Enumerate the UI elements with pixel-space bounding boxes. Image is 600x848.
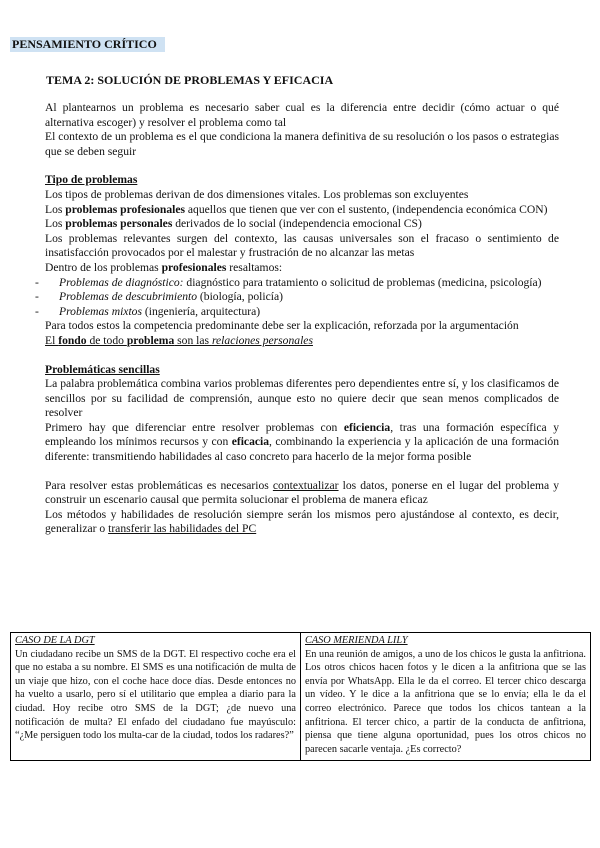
document-body xyxy=(45,101,559,537)
paragraph: La palabra problemática combina varios problemas diferentes pero dependientes entre sí, y los clasificamos de sencillos por su facilidad de comprensión, aunque esto no quiere decir que sean menos complicados de resolver xyxy=(45,377,559,420)
topic-title: TEMA 2: SOLUCIÓN DE PROBLEMAS Y EFICACIA xyxy=(46,73,334,87)
list-item: - Problemas mixtos (ingeniería, arquitectura) xyxy=(45,305,559,320)
case-title: CASO MERIENDA LILY xyxy=(305,635,408,646)
paragraph: El fondo de todo problema son las relaciones personales xyxy=(45,333,313,347)
paragraph: Los problemas relevantes surgen del contexto, las causas universales son el fracaso o sentimiento de insatisfacción provocados por el malestar y frustración de no alcanzar las metas xyxy=(45,231,559,260)
cases-table xyxy=(10,632,591,761)
section-heading-sencillas: Problemáticas sencillas xyxy=(45,362,160,376)
case-cell-lily xyxy=(301,633,591,761)
paragraph: Los tipos de problemas derivan de dos dimensiones vitales. Los problemas son excluyentes xyxy=(45,187,469,201)
case-title: CASO DE LA DGT xyxy=(15,635,95,646)
paragraph: Dentro de los problemas profesionales resaltamos: xyxy=(45,260,283,274)
paragraph: Primero hay que diferenciar entre resolver problemas con eficiencia, tras una formación específica y empleando los mínimos recursos y con eficacia, combinando la experiencia y la aplicación de una formación diferente: transmitiendo habilidades al caso concreto para hacerlo de la mejor forma posible xyxy=(45,420,559,464)
case-text: Un ciudadano recibe un SMS de la DGT. El respectivo coche era el que no estaba a su nombre. El SMS es una notificación de multa de un viaje que hizo, con el coche hace doce días. Desde entonces no ha vuelto a usarlo, pero sí el utilitario que emplea a diario para la ciudad. Hoy recibe otro SMS de la DGT; ¿de nuevo una notificación de multa? El enfado del ciudadano fue mayúsculo: “¿Me persiguen todo los multa-car de la ciudad, todos los radares?” xyxy=(15,648,296,742)
section-heading-tipos: Tipo de problemas xyxy=(45,173,138,187)
list-item: - Problemas de diagnóstico: diagnóstico para tratamiento o solicitud de problemas (medicina, psicología) xyxy=(45,276,559,291)
paragraph: Los problemas profesionales aquellos que tienen que ver con el sustento, (independencia económica CON) xyxy=(45,202,548,216)
case-cell-dgt xyxy=(11,633,301,761)
problem-types-list xyxy=(45,276,559,320)
case-text: En una reunión de amigos, a uno de los chicos le gusta la anfitriona. Los otros chicos hacen fotos y le dicen a la anfitriona que se las envía por WhatsApp. Ella le da el correo. El tercer chico descarga un vídeo. Y le dice a la anfitriona que se lo envía; ella le da el correo electrónico. Parece que todos los chicos tantean a la anfitriona. El tercer chico, a partir de la conducta de anfitriona, piensa que tiene alguna oportunidad, pues los otros chicos no parecen sacarle ventaja. ¿Es correcto? xyxy=(305,648,586,755)
intro-paragraph: Al plantearnos un problema es necesario saber cual es la diferencia entre decidir (cómo actuar o qué alternativa escoger) y resolver el problema como tal xyxy=(45,101,559,129)
paragraph: Los métodos y habilidades de resolución siempre serán los mismos pero ajustándose al contexto, es decir, generalizar o transferir las habilidades del PC xyxy=(45,507,559,536)
paragraph: Para todos estos la competencia predominante debe ser la explicación, reforzada por la argumentación xyxy=(45,319,519,333)
paragraph: Los problemas personales derivados de lo social (independencia emocional CS) xyxy=(45,217,422,231)
intro-paragraph: El contexto de un problema es el que condiciona la manera definitiva de su resolución o los pasos o estrategias que se deben seguir xyxy=(45,130,559,158)
subject-title: PENSAMIENTO CRÍTICO xyxy=(12,37,157,51)
list-item: - Problemas de descubrimiento (biología, policía) xyxy=(45,290,559,305)
paragraph: Para resolver estas problemáticas es necesarios contextualizar los datos, ponerse en el lugar del problema y construir un escenario causal que permita solucionar el problema de manera eficaz xyxy=(45,478,560,507)
